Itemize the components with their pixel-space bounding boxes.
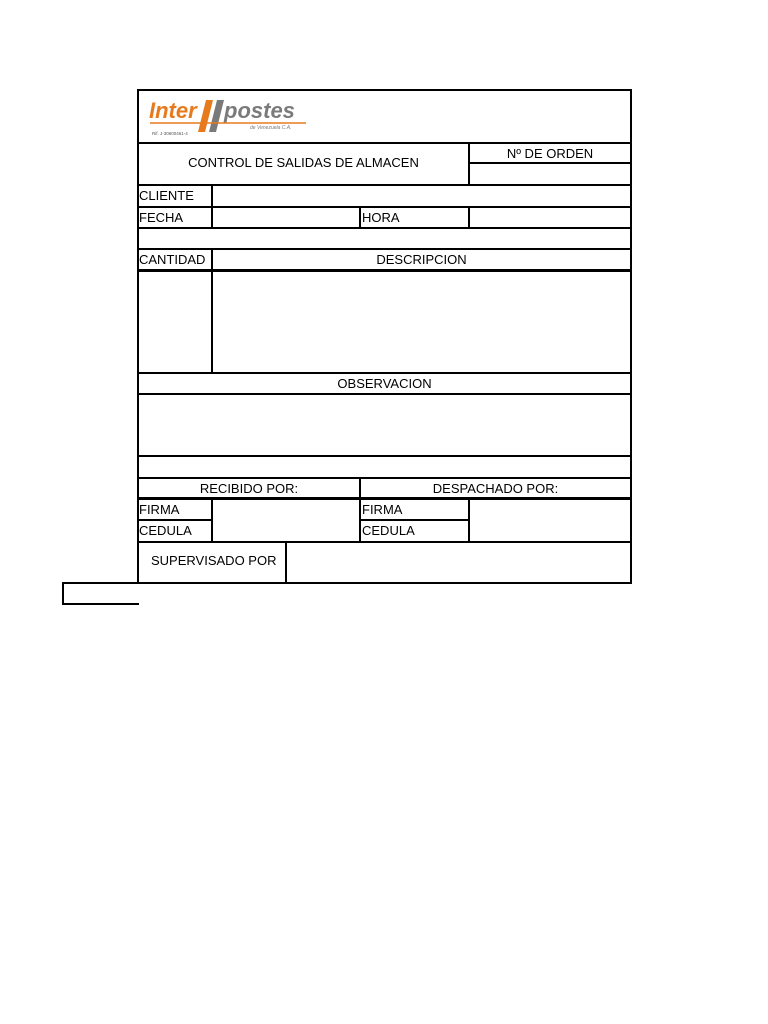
firma-label-recibido: FIRMA	[139, 502, 180, 517]
descripcion-header: DESCRIPCION	[376, 252, 467, 267]
company-logo	[146, 94, 316, 138]
firma-label-despachado: FIRMA	[362, 502, 403, 517]
fecha-field[interactable]	[214, 209, 358, 226]
observacion-header: OBSERVACION	[337, 376, 432, 391]
logo-text-inter: Inter	[149, 98, 197, 123]
logo-rif: Rif. J-30600461-4	[152, 131, 188, 136]
cedula-recibido-field[interactable]	[214, 522, 358, 540]
orden-field[interactable]	[471, 165, 629, 183]
despachado-header: DESPACHADO POR:	[432, 481, 559, 496]
orden-label: Nº DE ORDEN	[506, 146, 594, 161]
recibido-header: RECIBIDO POR:	[199, 481, 299, 496]
supervisado-field[interactable]	[288, 544, 629, 581]
logo-text-postes: postes	[224, 98, 295, 123]
form-title: CONTROL DE SALIDAS DE ALMACEN	[188, 155, 419, 170]
cedula-label-recibido: CEDULA	[139, 523, 192, 538]
hora-label: HORA	[362, 210, 400, 225]
cantidad-field[interactable]	[140, 273, 210, 371]
fecha-label: FECHA	[139, 210, 184, 225]
observacion-field[interactable]	[140, 396, 629, 454]
logo-sub: de Venezuela C.A.	[250, 125, 292, 131]
cedula-label-despachado: CEDULA	[362, 523, 415, 538]
supervisado-label: SUPERVISADO POR	[151, 553, 277, 568]
cedula-despachado-field[interactable]	[471, 522, 629, 540]
descripcion-field[interactable]	[214, 273, 629, 371]
firma-despachado-field[interactable]	[471, 501, 629, 519]
hora-field[interactable]	[471, 209, 629, 226]
cantidad-header: CANTIDAD	[139, 252, 206, 267]
firma-recibido-field[interactable]	[214, 501, 358, 519]
cliente-label: CLIENTE	[139, 188, 194, 203]
cliente-field[interactable]	[214, 187, 629, 205]
